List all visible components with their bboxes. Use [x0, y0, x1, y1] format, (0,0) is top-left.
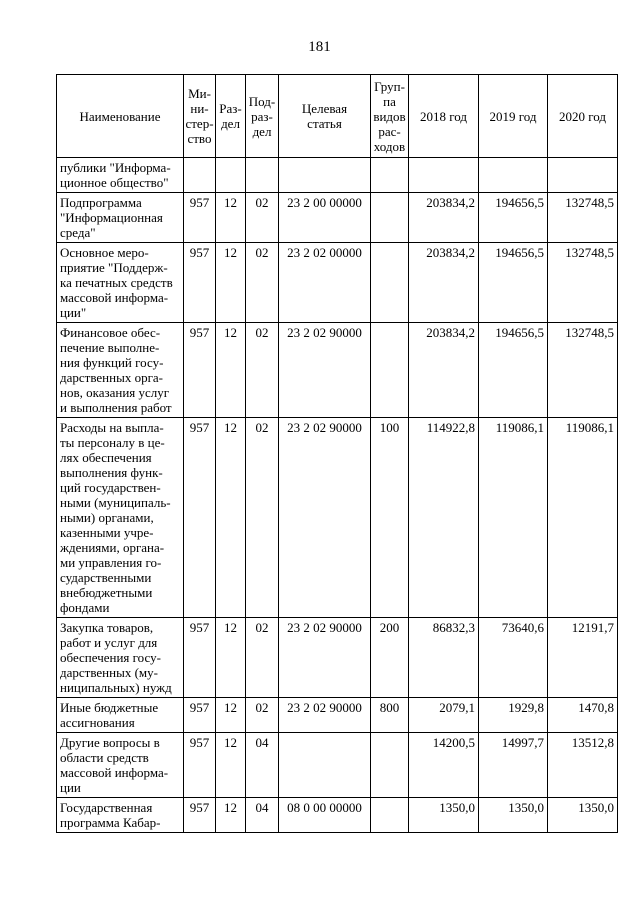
cell-target [279, 733, 371, 798]
cell-target: 23 2 02 90000 [279, 618, 371, 698]
header-subsection-text: Под- раз- дел [248, 93, 276, 139]
header-target-text: Целевая статья [301, 101, 348, 131]
header-ministry [184, 75, 216, 158]
cell-name: публики "Информа- ционное общество" [57, 158, 184, 193]
cell-section [216, 158, 246, 193]
cell-y2018: 114922,8 [409, 418, 479, 618]
cell-name: Подпрограмма "Информационная среда" [57, 193, 184, 243]
cell-target [279, 158, 371, 193]
header-group-text: Груп- па видов рас- ходов [373, 78, 406, 154]
cell-y2020: 12191,7 [548, 618, 618, 698]
cell-subsection: 04 [246, 798, 279, 833]
header-2020-text: 2020 год [559, 108, 606, 124]
table-body [57, 158, 618, 833]
cell-y2019: 1929,8 [479, 698, 548, 733]
cell-section: 12 [216, 243, 246, 323]
cell-subsection: 02 [246, 243, 279, 323]
cell-target: 23 2 02 90000 [279, 418, 371, 618]
cell-target: 23 2 02 90000 [279, 698, 371, 733]
cell-y2018: 86832,3 [409, 618, 479, 698]
cell-y2020: 132748,5 [548, 193, 618, 243]
cell-y2019: 73640,6 [479, 618, 548, 698]
cell-name: Расходы на выпла- ты персоналу в це- лях обеспечения выполнения функ- ций государствен- ными (муниципаль- ными) органами, казенными учре- ждениями, органа- ми управления го- сударственными внебюджетными фондами [57, 418, 184, 618]
cell-y2020: 1350,0 [548, 798, 618, 833]
cell-y2018: 203834,2 [409, 323, 479, 418]
cell-section: 12 [216, 418, 246, 618]
table-row [57, 798, 618, 833]
cell-section: 12 [216, 193, 246, 243]
cell-subsection: 02 [246, 193, 279, 243]
cell-subsection: 02 [246, 418, 279, 618]
cell-name: Основное меро- приятие "Поддерж- ка печатных средств массовой информа- ции" [57, 243, 184, 323]
header-2019 [479, 75, 548, 158]
cell-y2018: 2079,1 [409, 698, 479, 733]
cell-target: 23 2 02 90000 [279, 323, 371, 418]
cell-subsection: 02 [246, 323, 279, 418]
cell-y2019: 194656,5 [479, 193, 548, 243]
header-2018-text: 2018 год [420, 108, 467, 124]
header-ministry-text: Ми- ни- стер- ство [185, 86, 214, 146]
cell-group [371, 798, 409, 833]
header-2020 [548, 75, 618, 158]
cell-ministry: 957 [184, 193, 216, 243]
cell-y2019: 194656,5 [479, 243, 548, 323]
header-section [216, 75, 246, 158]
cell-section: 12 [216, 733, 246, 798]
table-row [57, 418, 618, 618]
cell-subsection: 02 [246, 698, 279, 733]
header-section-text: Раз- дел [219, 101, 242, 131]
cell-section: 12 [216, 698, 246, 733]
page-number: 181 [308, 39, 331, 55]
header-name-text: Наименование [79, 108, 161, 124]
cell-section: 12 [216, 798, 246, 833]
cell-y2019: 14997,7 [479, 733, 548, 798]
table-row [57, 698, 618, 733]
table-row [57, 618, 618, 698]
cell-ministry: 957 [184, 323, 216, 418]
cell-subsection: 04 [246, 733, 279, 798]
cell-y2020: 132748,5 [548, 323, 618, 418]
cell-group: 200 [371, 618, 409, 698]
cell-y2019: 119086,1 [479, 418, 548, 618]
cell-subsection [246, 158, 279, 193]
cell-y2020: 119086,1 [548, 418, 618, 618]
cell-group [371, 323, 409, 418]
header-group [371, 75, 409, 158]
table-row [57, 243, 618, 323]
cell-group [371, 243, 409, 323]
cell-group [371, 733, 409, 798]
header-2018 [409, 75, 479, 158]
cell-target: 08 0 00 00000 [279, 798, 371, 833]
cell-group [371, 193, 409, 243]
cell-section: 12 [216, 618, 246, 698]
cell-subsection: 02 [246, 618, 279, 698]
cell-y2018: 203834,2 [409, 243, 479, 323]
cell-ministry: 957 [184, 798, 216, 833]
cell-name: Другие вопросы в области средств массовой информа- ции [57, 733, 184, 798]
header-name [57, 75, 184, 158]
header-subsection [246, 75, 279, 158]
cell-y2020: 13512,8 [548, 733, 618, 798]
cell-target: 23 2 02 00000 [279, 243, 371, 323]
cell-ministry: 957 [184, 733, 216, 798]
table-row [57, 158, 618, 193]
cell-y2019: 1350,0 [479, 798, 548, 833]
cell-name: Иные бюджетные ассигнования [57, 698, 184, 733]
cell-ministry [184, 158, 216, 193]
cell-name: Закупка товаров, работ и услуг для обеспечения госу- дарственных (му- ниципальных) нужд [57, 618, 184, 698]
header-row [57, 75, 618, 158]
cell-name: Финансовое обес- печение выполне- ния функций госу- дарственных орга- нов, оказания услуг и выполнения работ [57, 323, 184, 418]
cell-ministry: 957 [184, 243, 216, 323]
cell-group: 100 [371, 418, 409, 618]
cell-ministry: 957 [184, 418, 216, 618]
header-2019-text: 2019 год [489, 108, 537, 124]
cell-y2018: 203834,2 [409, 193, 479, 243]
cell-y2018 [409, 158, 479, 193]
budget-table [56, 74, 618, 833]
header-target [279, 75, 371, 158]
cell-y2018: 1350,0 [409, 798, 479, 833]
cell-target: 23 2 00 00000 [279, 193, 371, 243]
table-row [57, 733, 618, 798]
cell-group: 800 [371, 698, 409, 733]
cell-ministry: 957 [184, 618, 216, 698]
table-row [57, 323, 618, 418]
cell-section: 12 [216, 323, 246, 418]
cell-group [371, 158, 409, 193]
cell-ministry: 957 [184, 698, 216, 733]
cell-y2020: 1470,8 [548, 698, 618, 733]
cell-y2019: 194656,5 [479, 323, 548, 418]
cell-y2020 [548, 158, 618, 193]
cell-y2020: 132748,5 [548, 243, 618, 323]
table-row [57, 193, 618, 243]
cell-name: Государственная программа Кабар- [57, 798, 184, 833]
cell-y2019 [479, 158, 548, 193]
cell-y2018: 14200,5 [409, 733, 479, 798]
